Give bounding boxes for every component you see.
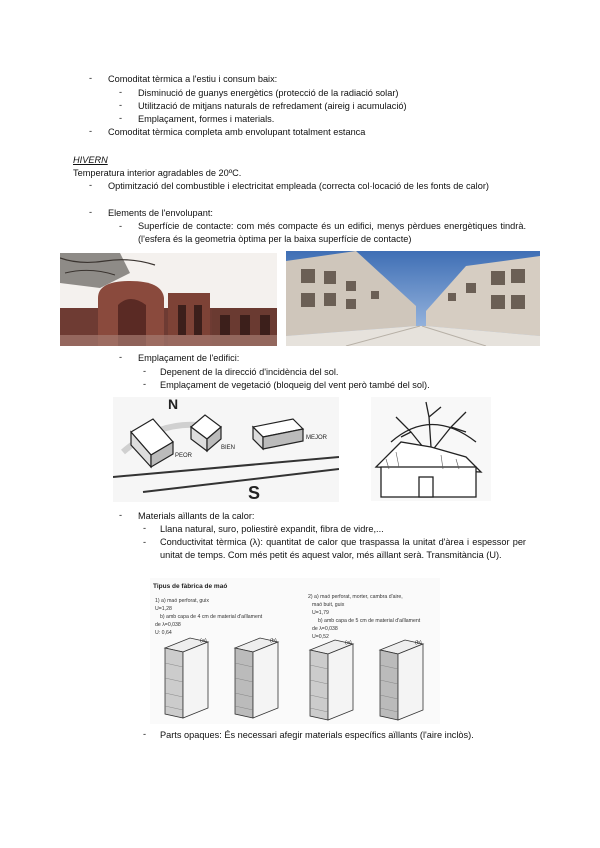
- summer-item-1: Comoditat tèrmica a l'estiu i consum baix:: [108, 74, 278, 84]
- tree-house-sketch: [371, 397, 491, 501]
- winter-item-1: Optimització del combustible i electricitat empleada (correcta col·locació de les fonts de calor): [108, 181, 489, 191]
- north-letter: N: [168, 397, 179, 412]
- materials-sub-2: Conductivitat tèrmica (λ): quantitat de calor que traspassa la unitat d'àrea i espessor per unitat de temps. Com més petit és aquest valor, més aïllant serà. Transmitància (U).: [160, 537, 526, 560]
- right-caption-2: maó buit, guix: [312, 602, 345, 608]
- summer-sub-1: Disminució de guanys energètics (protecció de la radiació solar): [138, 88, 399, 98]
- bullet: -: [143, 379, 147, 389]
- label-peor: PEOR: [175, 453, 193, 459]
- bullet: -: [89, 73, 93, 83]
- summer-sub-3: Emplaçament, formes i materials.: [138, 114, 275, 124]
- bullet: -: [119, 510, 123, 520]
- winter-contact: Superfície de contacte: com més compacte és un edifici, menys pèrdues energètiques tindrà. (l'esfera és la geometria òptima per la baixa superfície de contacte): [138, 221, 526, 244]
- left-caption-4: de λ=0,038: [155, 622, 181, 628]
- materials-sub-1: Llana natural, suro, poliestirè expandit, fibra de vidre,...: [160, 524, 384, 534]
- bullet: -: [119, 352, 123, 362]
- bullet: -: [119, 87, 123, 97]
- winter-item-2: Elements de l'envolupant:: [108, 208, 213, 218]
- label-mejor: MEJOR: [306, 435, 327, 441]
- brick-wall-figure: [150, 578, 440, 724]
- south-letter: S: [248, 483, 261, 502]
- bullet: -: [89, 126, 93, 136]
- right-caption-5: de λ=0,038: [312, 626, 338, 632]
- brick-building-photo: [60, 253, 277, 346]
- summer-sub-2: Utilització de mitjans naturals de refredament (aireig i acumulació): [138, 101, 407, 111]
- bullet: -: [119, 221, 123, 231]
- left-caption-2: U=1,28: [155, 606, 172, 612]
- left-caption-3: b) amb capa de 4 cm de material d'aïllament: [160, 614, 263, 620]
- label-b-left: (b): [270, 638, 277, 644]
- left-caption-5: U: 0,64: [155, 630, 172, 636]
- orientation-sketch: [113, 397, 339, 502]
- bullet: -: [119, 113, 123, 123]
- bullet: -: [89, 207, 93, 217]
- placement-sub-1: Depenent de la direcció d'incidència del sol.: [160, 367, 339, 377]
- label-a-right: (a): [345, 640, 352, 646]
- bullet: -: [143, 729, 147, 739]
- right-caption-3: U=1,79: [312, 610, 329, 616]
- winter-intro: Temperatura interior agradables de 20ºC.: [73, 168, 242, 178]
- left-caption-1: 1) a) maó perforat, guix: [155, 598, 209, 604]
- bullet: -: [119, 100, 123, 110]
- summer-item-2: Comoditat tèrmica completa amb envolupant totalment estanca: [108, 127, 366, 137]
- materials-sub-3: Parts opaques: És necessari afegir materials específics aïllants (l'aire inclòs).: [160, 730, 474, 740]
- winter-placement: Emplaçament de l'edifici:: [138, 353, 240, 363]
- concrete-building-photo: [286, 251, 540, 346]
- placement-sub-2: Emplaçament de vegetació (bloqueig del vent però també del sol).: [160, 380, 430, 390]
- right-caption-6: U=0,52: [312, 634, 329, 640]
- figure-title: Tipus de fàbrica de maó: [153, 583, 228, 590]
- section-heading: HIVERN: [73, 155, 108, 165]
- winter-materials: Materials aïllants de la calor:: [138, 511, 255, 521]
- right-caption-1: 2) a) maó perforat, morter, cambra d'aire,: [308, 594, 403, 600]
- bullet: -: [143, 523, 147, 533]
- right-caption-4: b) amb capa de 5 cm de material d'aïllament: [318, 618, 421, 624]
- label-bien: BIEN: [221, 445, 236, 451]
- label-b-right: (b): [415, 640, 422, 646]
- bullet: -: [89, 180, 93, 190]
- label-a-left: (a): [200, 638, 207, 644]
- bullet: -: [143, 366, 147, 376]
- bullet: -: [143, 537, 147, 547]
